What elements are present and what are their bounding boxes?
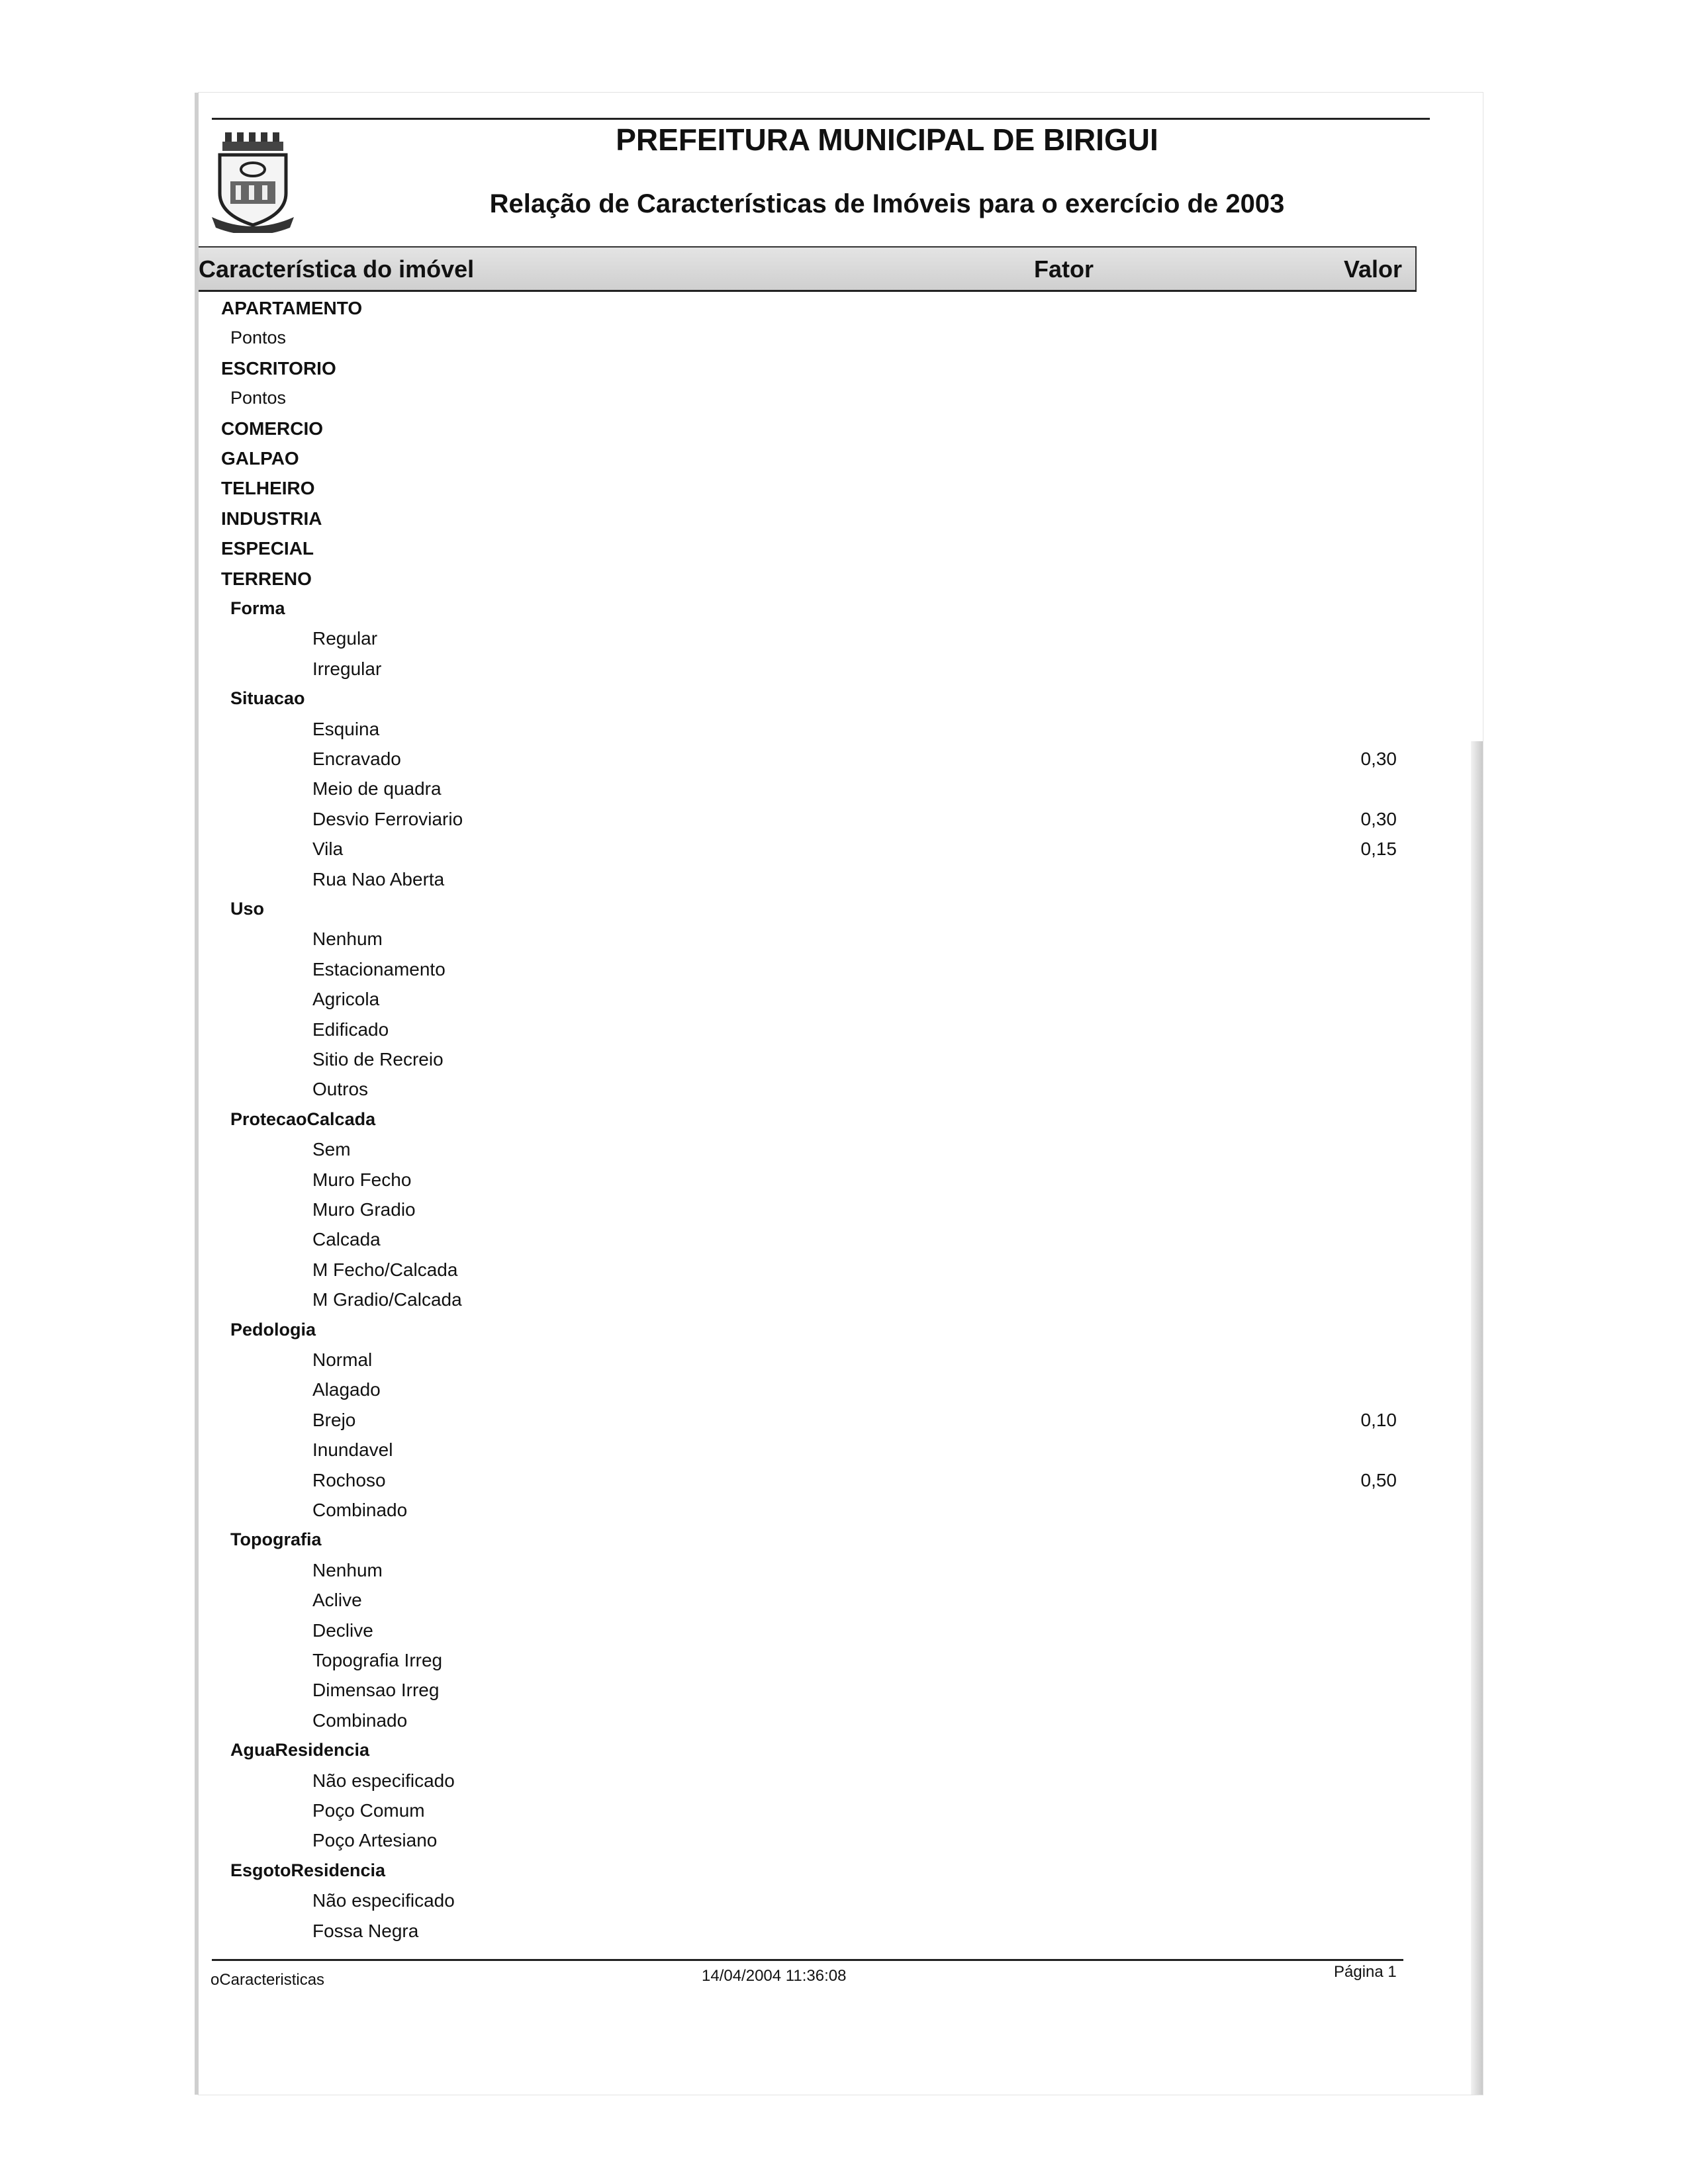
footer-timestamp: 14/04/2004 11:36:08 [702,1967,847,1985]
column-header-value: Valor [1344,255,1403,283]
characteristic-label: TERRENO [221,569,312,589]
characteristic-label: Poço Comum [312,1800,425,1821]
characteristic-label: Combinado [312,1710,408,1731]
characteristic-label: Combinado [312,1500,408,1520]
footer-page-number: Página 1 [1334,1963,1397,1981]
characteristic-label: ESCRITORIO [221,358,336,379]
characteristic-label: Alagado [312,1379,381,1400]
characteristic-label: Agricola [312,989,380,1009]
characteristic-label: Normal [312,1349,373,1370]
characteristic-label: TELHEIRO [221,478,315,498]
characteristic-label: Vila [312,839,344,859]
characteristic-label: EsgotoResidencia [230,1860,386,1880]
characteristic-label: Pedologia [230,1320,316,1340]
characteristic-label: Rua Nao Aberta [312,869,445,889]
characteristic-label: M Gradio/Calcada [312,1289,462,1310]
characteristic-label: Sem [312,1139,351,1160]
characteristic-label: Encravado [312,749,401,769]
characteristic-label: GALPAO [221,448,299,469]
characteristic-label: Pontos [230,388,287,408]
column-header-characteristic: Característica do imóvel [199,255,475,283]
characteristic-label: Nenhum [312,929,383,949]
characteristic-label: APARTAMENTO [221,298,363,318]
column-header-bar [199,246,1417,292]
column-header-factor: Fator [1034,255,1094,283]
footer-rule [212,1959,1403,1961]
characteristic-label: Sitio de Recreio [312,1049,444,1069]
characteristic-label: Irregular [312,659,382,679]
characteristic-label: Não especificado [312,1770,455,1791]
characteristic-label: Não especificado [312,1890,455,1911]
characteristic-label: Brejo [312,1410,356,1430]
header-top-rule [212,118,1430,120]
characteristic-label: Dimensao Irreg [312,1680,440,1700]
municipal-crest-icon [211,132,295,233]
characteristic-label: Edificado [312,1019,389,1040]
characteristic-label: ProtecaoCalcada [230,1109,376,1129]
characteristic-label: Esquina [312,719,380,739]
characteristic-label: Poço Artesiano [312,1830,438,1850]
characteristic-label: Calcada [312,1229,381,1250]
characteristic-label: Meio de quadra [312,778,442,799]
characteristic-label: Situacao [230,688,305,708]
characteristic-label: M Fecho/Calcada [312,1259,458,1280]
characteristic-label: Muro Fecho [312,1169,412,1190]
characteristic-label: COMERCIO [221,418,323,439]
paper-edge-right [1471,741,1483,2095]
footer-report-name: oCaracteristicas [211,1971,325,1989]
characteristic-value: 0,30 [1360,749,1397,769]
report-page [199,93,1483,2095]
characteristic-value: 0,30 [1360,809,1397,829]
characteristic-value: 0,50 [1360,1470,1397,1490]
characteristic-label: Estacionamento [312,959,445,979]
characteristic-label: Outros [312,1079,369,1099]
characteristic-label: Fossa Negra [312,1921,419,1941]
characteristic-label: Rochoso [312,1470,386,1490]
characteristic-label: Regular [312,628,378,649]
characteristic-label: Desvio Ferroviario [312,809,463,829]
page-subtitle: Relação de Características de Imóveis para o exercício de 2003 [489,189,1285,218]
characteristic-label: Muro Gradio [312,1199,416,1220]
characteristic-label: Declive [312,1620,373,1641]
characteristic-label: Pontos [230,328,287,347]
characteristic-label: Forma [230,598,285,618]
characteristic-label: Topografia [230,1529,322,1549]
characteristic-value: 0,10 [1360,1410,1397,1430]
characteristic-label: ESPECIAL [221,538,314,559]
characteristic-label: Inundavel [312,1439,393,1460]
characteristic-label: Topografia Irreg [312,1650,443,1670]
characteristic-label: Aclive [312,1590,362,1610]
characteristic-label: AguaResidencia [230,1740,370,1760]
characteristic-label: Nenhum [312,1560,383,1580]
characteristic-label: INDUSTRIA [221,508,322,529]
characteristic-value: 0,15 [1360,839,1397,859]
page-title: PREFEITURA MUNICIPAL DE BIRIGUI [616,122,1158,157]
characteristic-label: Uso [230,899,265,919]
